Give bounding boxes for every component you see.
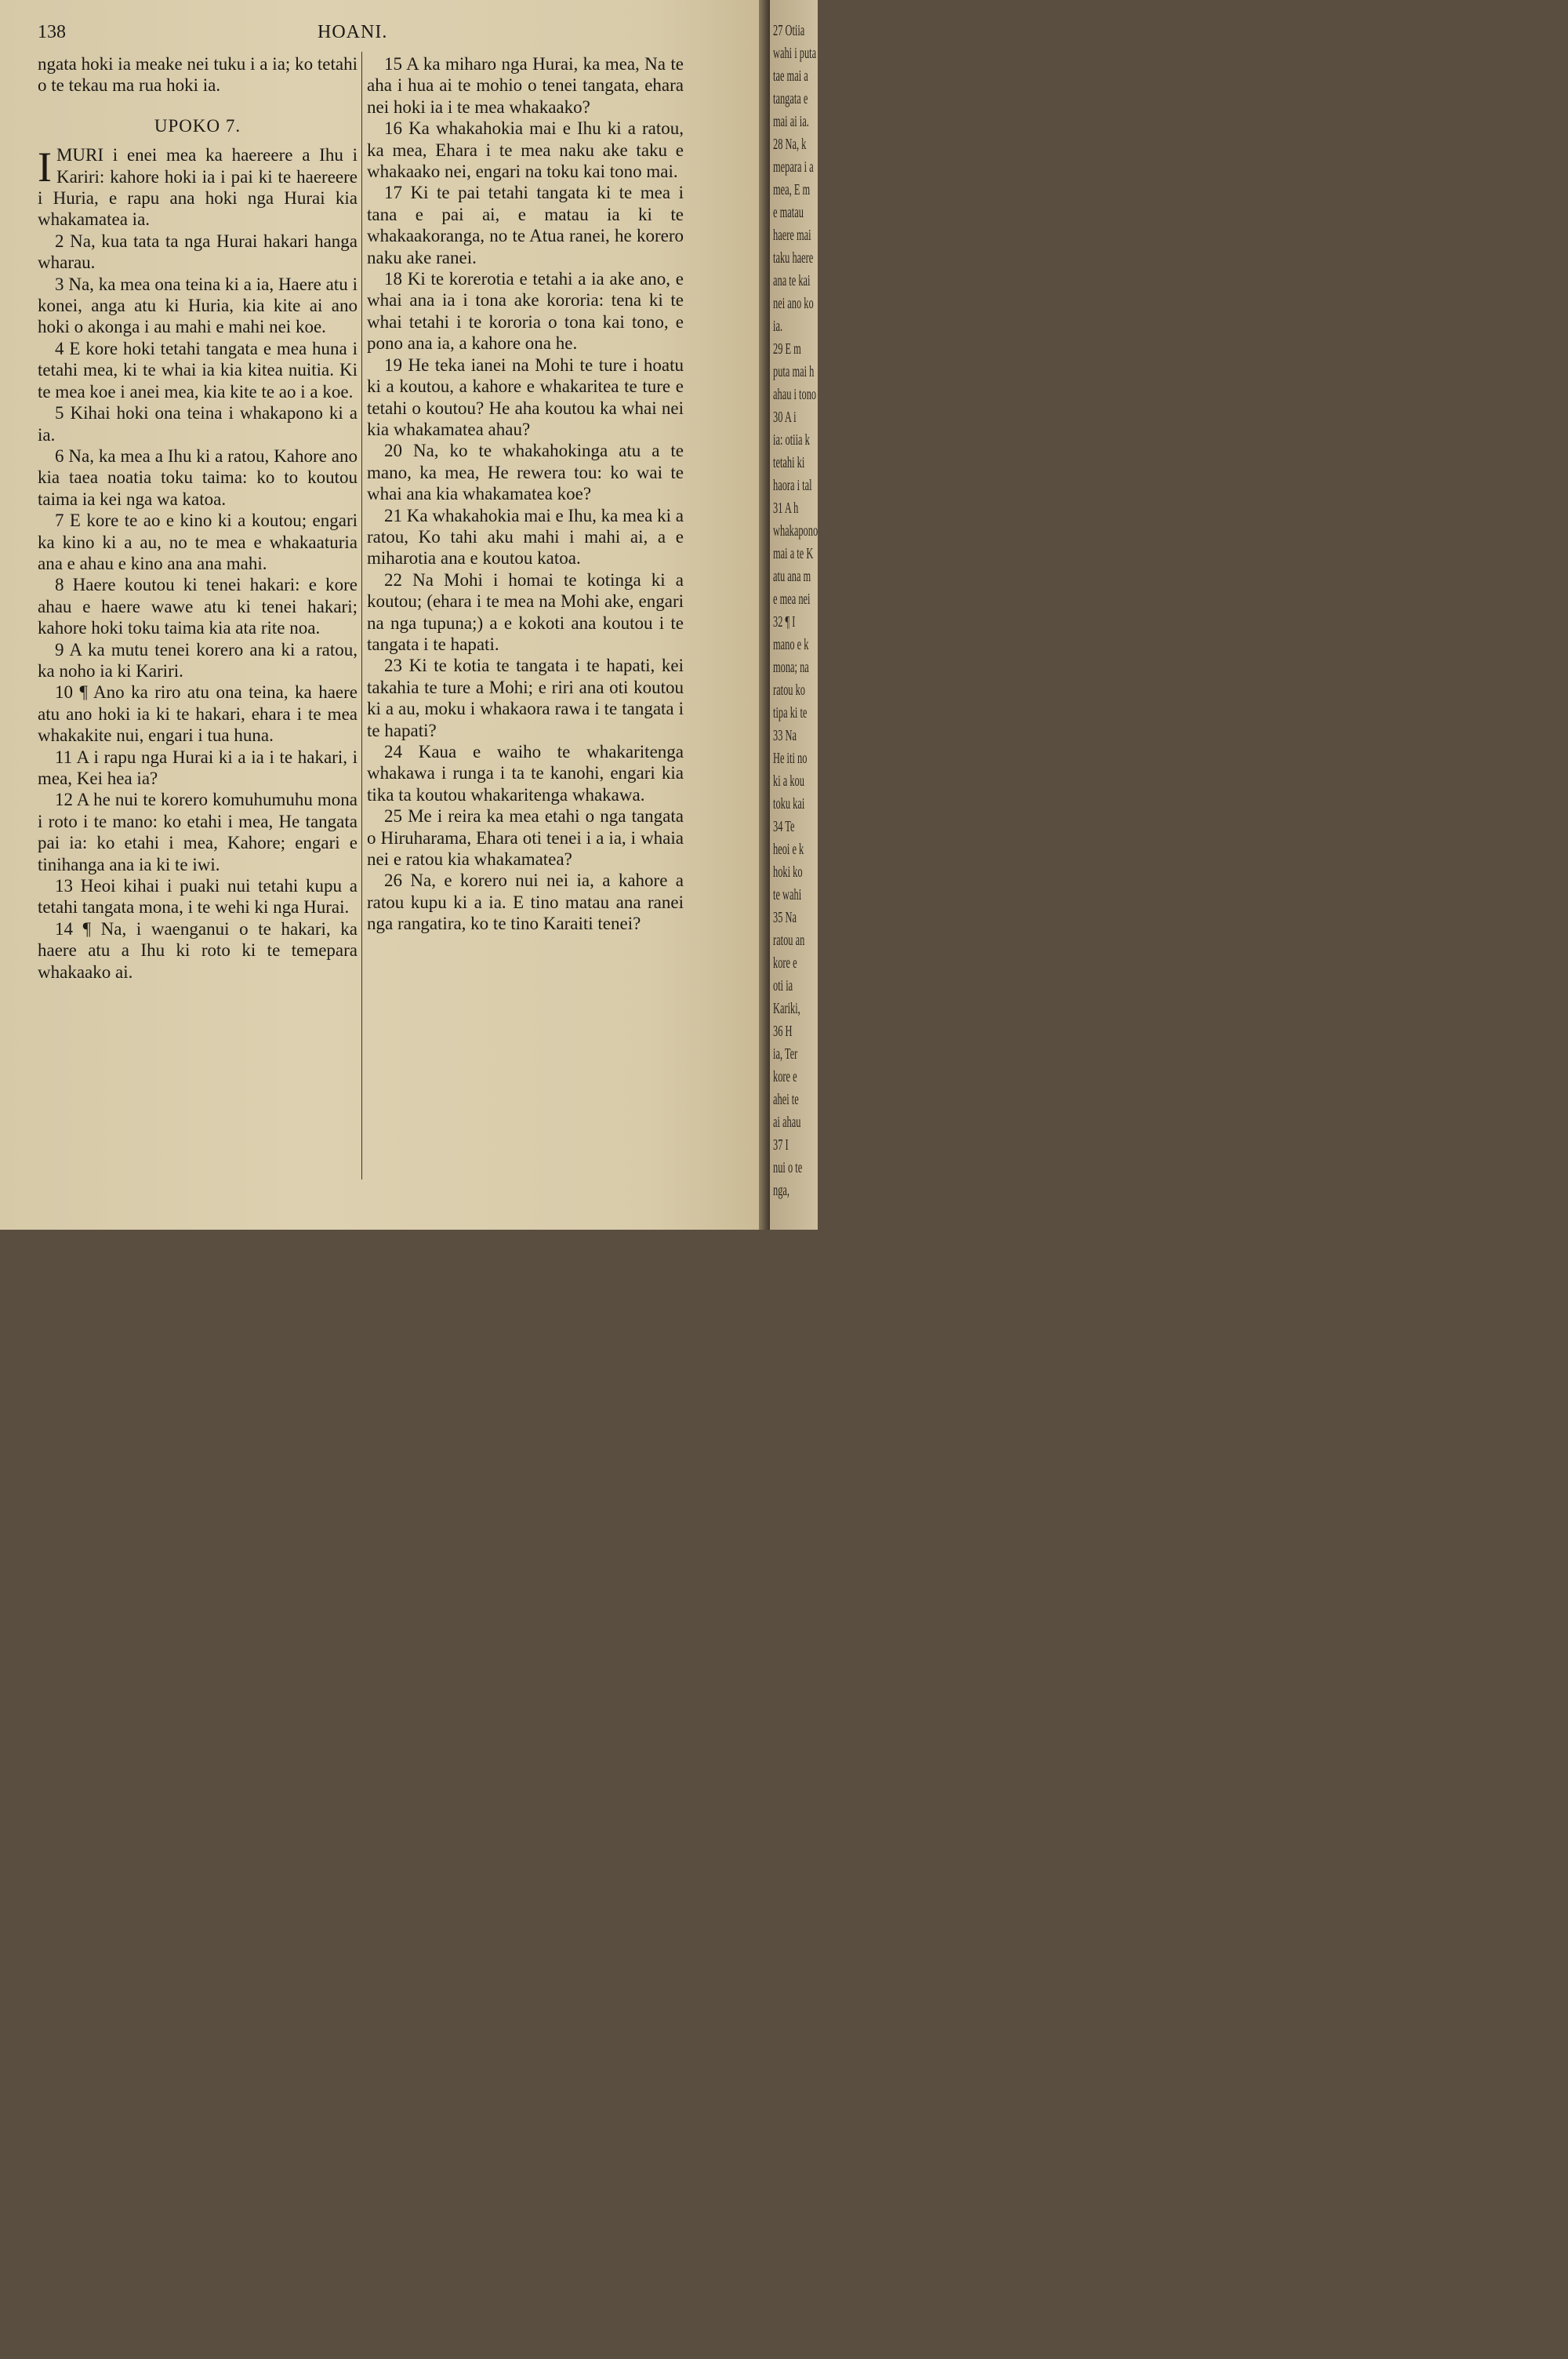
next-page-fragment: mona; na	[773, 659, 809, 676]
next-page-fragment: kore e	[773, 1068, 797, 1085]
next-page-fragment: mai ai ia.	[773, 113, 809, 130]
next-page-fragment: ai ahau	[773, 1114, 801, 1131]
verse: 3 Na, ka mea ona teina ki a ia, Haere atu i konei, anga atu ki Huria, kia kite ai ano hoki o akonga i au mahi e mahi nei koe.	[38, 274, 358, 337]
chapter-heading: UPOKO 7.	[154, 115, 241, 136]
verse: 24 Kaua e waiho te whakaritenga whakawa i runga i ta te kanohi, engari kia tika ta koutou whakaritenga whakawa.	[367, 742, 684, 805]
next-page-fragment: nga,	[773, 1182, 790, 1199]
verse: 5 Kihai hoki ona teina i whakapono ki a ia.	[38, 403, 358, 445]
next-page-fragment: 28 Na, k	[773, 136, 807, 153]
verse: 11 A i rapu nga Hurai ki a ia i te hakari, i mea, Kei hea ia?	[38, 747, 358, 788]
verse: 9 A ka mutu tenei korero ana ki a ratou, ka noho ia ki Kariri.	[38, 639, 358, 681]
next-page-fragment: e matau	[773, 204, 804, 221]
verse: 23 Ki te kotia te tangata i te hapati, kei takahia te ture a Mohi; e riri ana oti koutou ki a au, moku i whakaora rawa i te tangata i te hapati?	[367, 656, 684, 740]
next-page-fragment: ki a kou	[773, 772, 804, 790]
next-page-fragment: ahau i tono	[773, 386, 817, 403]
next-page-fragment: atu ana m	[773, 568, 811, 585]
next-page-fragment: 31 A h	[773, 500, 799, 517]
book-page	[0, 0, 764, 1230]
verse: 21 Ka whakahokia mai e Ihu, ka mea ki a ratou, Ko tahi aku mahi i mahi ai, a e miharotia ana e koutou katoa.	[367, 505, 684, 569]
next-page-fragment: 27 Otiia	[773, 22, 805, 39]
next-page-fragment: 34 Te	[773, 818, 795, 835]
next-page-fragment: ia, Ter	[773, 1045, 798, 1063]
next-page-fragment: nui o te	[773, 1159, 803, 1176]
verse: 10 ¶ Ano ka riro atu ona teina, ka haere atu ano hoki ia ki te hakari, ehara i te mea whakakite nui, engari i tua huna.	[38, 682, 358, 746]
verse: 20 Na, ko te whakahokinga atu a te mano, ka mea, He rewera tou: ko wai te whai ana kia whakamatea koe?	[367, 441, 684, 504]
next-page-fragment: 29 E m	[773, 340, 801, 358]
running-head: HOANI.	[318, 22, 388, 42]
verse: 12 A he nui te korero komuhumuhu mona i roto i te mano: ko etahi i mea, He tangata pai ia: ko etahi i mea, Kahore; engari e tinihanga ana ia ki te iwi.	[38, 790, 358, 874]
intro-text: ngata hoki ia meake nei tuku i a ia; ko tetahi o te tekau ma rua hoki ia.	[38, 54, 358, 96]
next-page-fragment: ia.	[773, 318, 783, 335]
next-page-fragment: ana te kai	[773, 272, 811, 289]
next-page-fragment: 30 A i	[773, 409, 797, 426]
next-page-fragment: hoki ko	[773, 863, 803, 881]
next-page-fragment: 33 Na	[773, 727, 797, 744]
next-page-fragment: wahi i puta	[773, 45, 817, 62]
next-page-fragment: haora i tal	[773, 477, 812, 494]
next-page-fragment: tipa ki te	[773, 704, 808, 722]
next-page-fragment: tangata e	[773, 90, 808, 107]
next-page-fragment: whakapono	[773, 522, 818, 540]
next-page-fragment: mai a te K	[773, 545, 814, 562]
next-page-fragment: taku haere	[773, 249, 814, 267]
next-page-fragment: tae mai a	[773, 67, 808, 85]
verse: 15 A ka miharo nga Hurai, ka mea, Na te aha i hua ai te mohio o tenei tangata, ehara nei hoki ia i te mea whakaako?	[367, 54, 684, 117]
next-page-fragment: haere mai	[773, 227, 811, 244]
next-page-fragment: kore e	[773, 954, 797, 972]
next-page-fragment: He iti no	[773, 750, 808, 767]
verse: 16 Ka whakahokia mai e Ihu ki a ratou, ka mea, Ehara i te mea naku ake taku e whakaako nei, engari na toku kai tono mai.	[367, 118, 684, 182]
verse: 4 E kore hoki tetahi tangata e mea huna i tetahi mea, ki te whai ia kia kitea nuitia. Ki te mea koe i anei mea, kia kite te ao i a koe.	[38, 338, 358, 402]
next-page-fragment: mea, E m	[773, 181, 811, 198]
verse: 6 Na, ka mea a Ihu ki a ratou, Kahore ano kia taea noatia toku taima: ko to koutou taima ia kei nga wa katoa.	[38, 445, 358, 509]
next-page-fragment: tetahi ki	[773, 454, 805, 471]
next-page-fragment: heoi e k	[773, 841, 804, 858]
next-page-fragment: puta mai h	[773, 363, 815, 380]
next-page-fragment: mano e k	[773, 636, 809, 653]
next-page-edge	[770, 0, 818, 1230]
verse-1-text: MURI i enei mea ka haereere a Ihu i Kariri: kahore hoki ia i pai ki te haereere i Huria, e rapu ana hoki nga Hurai kia whakamatea ia.	[38, 145, 358, 230]
book-gutter	[759, 0, 770, 1230]
next-page-fragment: ratou ko	[773, 682, 805, 699]
next-page-fragment: toku kai	[773, 795, 805, 812]
next-page-fragment: ia: otiia k	[773, 431, 810, 449]
verse: 14 ¶ Na, i waenganui o te hakari, ka haere atu a Ihu ki roto ki te temepara whakaako ai.	[38, 918, 358, 982]
next-page-fragment: Kariki,	[773, 1000, 800, 1017]
next-page-fragment: ratou an	[773, 932, 805, 949]
verse: 2 Na, kua tata ta nga Hurai hakari hanga wharau.	[38, 231, 358, 273]
next-page-fragment: e mea nei	[773, 591, 811, 608]
verse: 19 He teka ianei na Mohi te ture i hoatu ki a koutou, a kahore e whakaritea te ture e tetahi o koutou? He aha koutou ka whai nei kia whakamatea ahau?	[367, 354, 684, 439]
next-page-fragment: ahei te	[773, 1091, 799, 1108]
verse: 26 Na, e korero nui nei ia, a kahore a ratou kupu ki a ia. E tino matau ana ranei nga rangatira, ko te tino Karaiti tenei?	[367, 871, 684, 934]
next-page-fragment: nei ano ko	[773, 295, 814, 312]
next-page-fragment: mepara i a	[773, 158, 814, 176]
verse: 18 Ki te korerotia e tetahi a ia ake ano, e whai ana ia i tona ake kororia: tena ki te whai tetahi i te kororia o tona kai tono, e pono ana ia, a kahore ona he.	[367, 269, 684, 354]
right-column	[367, 53, 684, 935]
next-page-fragment: 35 Na	[773, 909, 797, 926]
verse: 13 Heoi kihai i puaki nui tetahi kupu a tetahi tangata mona, i te wehi ki nga Hurai.	[38, 876, 358, 918]
verse: 17 Ki te pai tetahi tangata ki te mea i tana e pai ai, e matau ia ki te whakaakoranga, no te Atua ranei, he korero naku ake ranei.	[367, 183, 684, 267]
verse: 25 Me i reira ka mea etahi o nga tangata o Hiruharama, Ehara oti tenei i a ia, i whaia nei e ratou kia whakamatea?	[367, 806, 684, 870]
verse: 22 Na Mohi i homai te kotinga ki a koutou; (ehara i te mea na Mohi ake, engari na nga tupuna;) a e kokoti ana koutou i te tangata i te hapati.	[367, 569, 684, 654]
next-page-fragment: 36 H	[773, 1023, 793, 1040]
page-header	[38, 22, 678, 45]
next-page-fragment: 37 I	[773, 1136, 789, 1154]
verse: 8 Haere koutou ki tenei hakari: e kore ahau e haere wawe atu ki tenei hakari; kahore hoki toku taima kia ata rite noa.	[38, 575, 358, 638]
verse: 7 E kore te ao e kino ki a koutou; engari ka kino ki a au, no te mea e whakaaturia ana e ahau e kino ana ana mahi.	[38, 511, 358, 573]
page-number: 138	[38, 22, 66, 42]
left-column	[38, 53, 358, 983]
next-page-fragment: oti ia	[773, 977, 793, 994]
next-page-fragment: 32 ¶ I	[773, 613, 796, 631]
verse-1	[38, 144, 358, 231]
next-page-fragment: te wahi	[773, 886, 802, 903]
column-divider	[361, 52, 362, 1180]
drop-cap: I	[38, 144, 52, 191]
